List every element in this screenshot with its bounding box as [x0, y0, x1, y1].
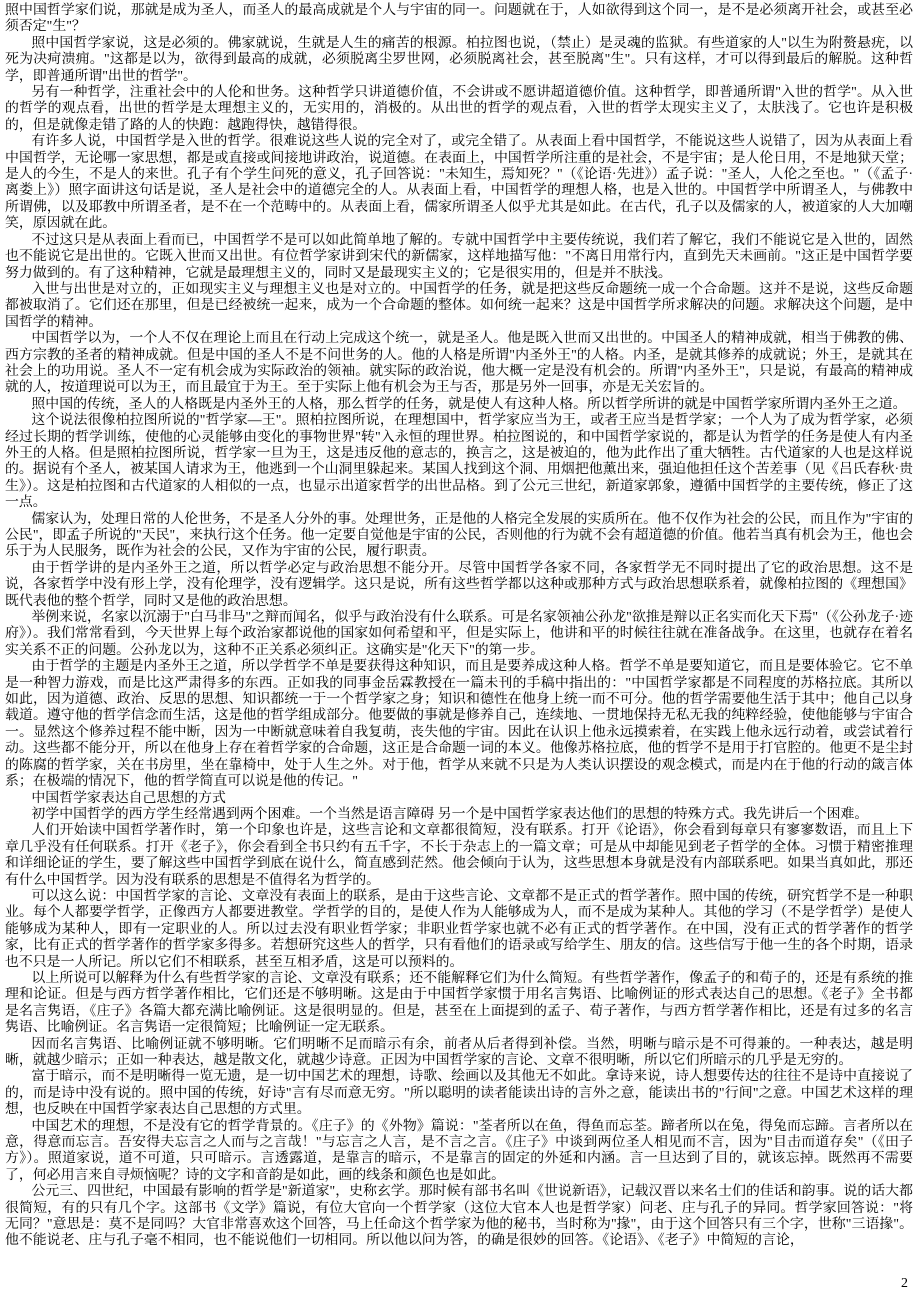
- paragraph: 初学中国哲学的西方学生经常遇到两个困难。一个当然是语言障碍 另一个是中国哲学家表达他们的思想的特殊方式。我先讲后一个困难。: [31, 806, 869, 822]
- paragraph: 富于暗示，而不是明晰得一览无遗，是一切中国艺术的理想，诗歌、绘画以及其他无不如此。拿诗来说，诗人想要传达的往往不是诗中直接说了的，而是诗中没有说的。照中国的传统，好诗"言有尽而意无穷。"所以聪明的读者能读出诗的言外之意，能读出书的"行间"之意。中国艺术这样的理想，也反映在中国哲学家表达自己思想的方式里。: [5, 1069, 913, 1118]
- paragraph: 中国哲学以为，一个人不仅在理论上而且在行动上完成这个统一，就是圣人。他是既入世而又出世的。中国圣人的精神成就，相当于佛教的佛、西方宗教的圣者的精神成就。但是中国的圣人不是不问世务的人。他的人格是所谓"内圣外王"的人格。内圣，是就其修养的成就说；外王，是就其在社会上的功用说。圣人不一定有机会成为实际政治的领袖。就实际的政治说，他大概一定是没有机会的。所谓"内圣外王"，只是说，有最高的精神成就的人，按道理说可以为王，而且最宜于为王。至于实际上他有机会为王与否，那是另外一回事，亦是无关宏旨的。: [5, 331, 913, 396]
- paragraph: 公元三、四世纪，中国最有影响的哲学是"新道家"，史称玄学。那时候有部书名叫《世说新语》，记载汉晋以来名士们的佳话和韵事。说的话大都很简短，有的只有几个字。这部书《文学》篇说，有位大官向一个哲学家（这位大官本人也是哲学家）问老、庄与孔子的异同。哲学家回答说："将无同？"意思是：莫不是同吗？大官非常喜欢这个回答，马上任命这个哲学家为他的秘书，当时称为"掾"，由于这个回答只有三个字，世称"三语掾"。他不能说老、庄与孔子毫不相同，也不能说他们一切相同。所以他以问为答，的确是很妙的回答。《论语》、《老子》中简短的言论，: [5, 1184, 913, 1249]
- paragraph: 照中国哲学家说，这是必须的。佛家就说，生就是人生的痛苦的根源。柏拉图也说，（禁止）是灵魂的监狱。有些道家的人"以生为附赘悬疣，以死为决疴溃痈。"这都是以为，欲得到最高的成就，必须脱离尘罗世网，必须脱离社会，甚至脱离"生"。只有这样，才可以得到最后的解脱。这种哲学，即普通所谓"出世的哲学"。: [5, 35, 913, 84]
- paragraph: 举例来说，名家以沉溺于"白马非马"之辩而闻名，似乎与政治没有什么联系。可是名家领袖公孙龙"欲推是辩以正名实而化天下焉"（《公孙龙子·迹府》）。我们常常看到，今天世界上每个政治家都说他的国家如何希望和平，但是实际上，他讲和平的时候往往就在准备战争。在这里，也就存在着名实关系不正的问题。公孙龙以为，这种不正关系必须纠正。这确实是"化天下"的第一步。: [5, 610, 913, 658]
- paragraph: 可以这么说：中国哲学家的言论、文章没有表面上的联系，是由于这些言论、文章都不是正式的哲学著作。照中国的传统，研究哲学不是一种职业。每个人都要学哲学，正像西方人都要进教堂。学哲学的目的，是使人作为人能够成为人，而不是成为某种人。其他的学习（不是学哲学）是使人能够成为某种人，即有一定职业的人。所以过去没有职业哲学家；非职业哲学家也就不必有正式的哲学著作。在中国，没有正式的哲学著作的哲学家，比有正式的哲学著作的哲学家多得多。若想研究这些人的哲学，只有看他们的语录或写给学生、朋友的信。这些信写于他一生的各个时期，语录也不只是一人所记。所以它们不相联系，甚至互相矛盾，这是可以预料的。: [5, 888, 913, 970]
- paragraph: 另有一种哲学，注重社会中的人伦和世务。这种哲学只讲道德价值，不会讲或不愿讲超道德价值。这种哲学，即普通所谓"入世的哲学"。从入世的哲学的观点看，出世的哲学是太理想主义的，无实用的，消极的。从出世的哲学的观点看，入世的哲学太现实主义了，太肤浅了。它也许是积极的，但是就像走错了路的人的快跑：越跑得快，越错得很。: [5, 85, 913, 133]
- page-number: 2: [901, 1276, 908, 1291]
- document-body: [5, 3, 913, 1250]
- paragraph: 由于哲学讲的是内圣外王之道，所以哲学必定与政治思想不能分开。尽管中国哲学各家不同，各家哲学无不同时提出了它的政治思想。这不是说，各家哲学中没有形上学，没有伦理学，没有逻辑学。这只是说，所有这些哲学都以这种或那种方式与政治思想联系着，就像柏拉图的《理想国》既代表他的整个哲学，同时又是他的政治思想。: [5, 560, 913, 609]
- paragraph: 由于哲学的主题是内圣外王之道，所以学哲学不单是要获得这种知识，而且是要养成这种人格。哲学不单是要知道它，而且是要体验它。它不单是一种智力游戏，而是比这严肃得多的东西。正如我的同事金岳霖教授在一篇未刊的手稿中指出的："中国哲学家都是不同程度的苏格拉底。其所以如此，因为道德、政治、反思的思想、知识都统一于一个哲学家之身；知识和德性在他身上统一而不可分。他的哲学需要他生活于其中；他自己以身载道。遵守他的哲学信念而生活，这是他的哲学组成部分。他要做的事就是修养自己，连续地、一贯地保持无私无我的纯粹经验，使他能够与宇宙合一。显然这个修养过程不能中断，因为一中断就意味着自我复萌，丧失他的宇宙。因此在认识上他永远摸索着，在实践上他永远行动着，或尝试着行动。这些都不能分开，所以在他身上存在着哲学家的合命题，这正是合命题一词的本义。他像苏格拉底，他的哲学不是用于打官腔的。他更不是尘封的陈腐的哲学家，关在书房里，坐在靠椅中，处于人生之外。对于他，哲学从来就不只是为人类认识摆设的观念模式，而是内在于他的行动的箴言体系；在极端的情况下，他的哲学简直可以说是他的传记。": [5, 659, 913, 790]
- paragraph: 这个说法很像柏拉图所说的"哲学家—王"。照柏拉图所说，在理想国中，哲学家应当为王，或者王应当是哲学家；一个人为了成为哲学家，必须经过长期的哲学训练，使他的心灵能够由变化的事物世界"转"入永恒的理世界。柏拉图说的，和中国哲学家说的，都是认为哲学的任务是使人有内圣外王的人格。但是照柏拉图所说，哲学家一旦为王，这是违反他的意志的，换言之，这是被迫的，他为此作出了重大牺牲。古代道家的人也是这样说的。据说有个圣人，被某国人请求为王，他逃到一个山洞里躲起来。某国人找到这个洞、用烟把他薰出来，强迫他担任这个苦差事（见《吕氏春秋·贵生》）。这是柏拉图和古代道家的人相似的一点，也显示出道家哲学的出世品格。到了公元三世纪，新道家郭象，遵循中国哲学的主要传统，修正了这一点。: [5, 413, 913, 511]
- paragraph: 中国艺术的理想，不是没有它的哲学背景的。《庄子》的《外物》篇说："荃者所以在鱼，得鱼而忘荃。蹄者所以在兔，得兔而忘蹄。言者所以在意，得意而忘言。吾安得夫忘言之人而与之言哉！"与忘言之人言，是不言之言。《庄子》中谈到两位圣人相见而不言，因为"目击而道存矣"（《田子方》）。照道家说，道不可道，只可暗示。言透露道，是靠言的暗示，不是靠言的固定的外延和内涵。言一旦达到了目的，就该忘掉。既然再不需要了，何必用言来自寻烦恼呢？诗的文字和音韵是如此，画的线条和颜色也是如此。: [5, 1118, 913, 1183]
- paragraph: 入世与出世是对立的，正如现实主义与理想主义也是对立的。中国哲学的任务，就是把这些反命题统一成一个合命题。这并不是说，这些反命题都被取消了。它们还在那里，但是已经被统一起来，成为一个合命题的整体。如何统一起来？这是中国哲学所求解决的问题。求解决这个问题，是中国哲学的精神。: [5, 281, 913, 330]
- paragraph: 儒家认为，处理日常的人伦世务，不是圣人分外的事。处理世务，正是他的人格完全发展的实质所在。他不仅作为社会的公民，而且作为"宇宙的公民"，即孟子所说的"天民"，来执行这个任务。他一定要自觉他是宇宙的公民，否则他的行为就不会有超道德的价值。他若当真有机会为王，他也会乐于为人民服务，既作为社会的公民，又作为宇宙的公民，履行职责。: [5, 511, 913, 560]
- paragraph: 有许多人说，中国哲学是入世的哲学。很难说这些人说的完全对了，或完全错了。从表面上看中国哲学，不能说这些人说错了，因为从表面上看中国哲学，无论哪一家思想，都是或直接或间接地讲政治，说道德。在表面上，中国哲学所注重的是社会，不是宇宙；是人伦日用，不是地狱天堂；是人的今生，不是人的来世。孔子有个学生问死的意义，孔子回答说："未知生，焉知死？"（《论语·先进》）孟子说："圣人，人伦之至也。"（《孟子·离娄上》）照字面讲这句话是说，圣人是社会中的道德完全的人。从表面上看，中国哲学的理想人格，也是入世的。中国哲学中所谓圣人，与佛教中所谓佛，以及耶教中所谓圣者，是不在一个范畴中的。从表面上看，儒家所谓圣人似乎尤其是如此。在古代，孔子以及儒家的人，被道家的人大加嘲笑，原因就在此。: [5, 134, 913, 232]
- paragraph: 以上所说可以解释为什么有些哲学家的言论、文章没有联系；还不能解释它们为什么简短。有些哲学著作，像孟子的和荀子的，还是有系统的推理和论证。但是与西方哲学著作相比，它们还是不够明晰。这是由于中国哲学家惯于用名言隽语、比喻例证的形式表达自己的思想。《老子》全书都是名言隽语，《庄子》各篇大都充满比喻例证。这是很明显的。但是，甚至在上面提到的孟子、荀子著作，与西方哲学著作相比，还是有过多的名言隽语、比喻例证。名言隽语一定很简短；比喻例证一定无联系。: [5, 970, 913, 1036]
- paragraph: 不过这只是从表面上看而已，中国哲学不是可以如此简单地了解的。专就中国哲学中主要传统说，我们若了解它，我们不能说它是入世的，固然也不能说它是出世的。它既入世而又出世。有位哲学家讲到宋代的新儒家，这样地描写他："不离日用常行内，直到先天未画前。"这正是中国哲学要努力做到的。有了这种精神，它就是最理想主义的，同时又是最现实主义的；它是很实用的，但是并不肤浅。: [5, 232, 913, 281]
- paragraph: 人们开始读中国哲学著作时，第一个印象也许是，这些言论和文章都很简短，没有联系。打开《论语》，你会看到每章只有寥寥数语，而且上下章几乎没有任何联系。打开《老子》，你会看到全书只约有五千字，不长于杂志上的一篇文章；可是从中却能见到老子哲学的全体。习惯于精密推理和详细论证的学生，要了解这些中国哲学到底在说什么，简直感到茫然。他会倾向于认为，这些思想本身就是没有内部联系吧。如果当真如此，那还有什么中国哲学。因为没有联系的思想是不值得名为哲学的。: [5, 823, 913, 888]
- paragraph: 照中国哲学家们说，那就是成为圣人，而圣人的最高成就是个人与宇宙的同一。问题就在于，人如欲得到这个同一，是不是必须离开社会，或甚至必须否定"生"？: [5, 3, 913, 35]
- section-heading: 中国哲学家表达自己思想的方式: [31, 790, 226, 806]
- paragraph: 因而名言隽语、比喻例证就不够明晰。它们明晰不足而暗示有余，前者从后者得到补偿。当然，明晰与暗示是不可得兼的。一种表达，越是明晰，就越少暗示；正如一种表达，越是散文化，就越少诗意。正因为中国哲学家的言论、文章不很明晰，所以它们所暗示的几乎是无穷的。: [5, 1036, 913, 1068]
- paragraph: 照中国的传统，圣人的人格既是内圣外王的人格，那么哲学的任务，就是使人有这种人格。所以哲学所讲的就是中国哲学家所谓内圣外王之道。: [31, 396, 907, 412]
